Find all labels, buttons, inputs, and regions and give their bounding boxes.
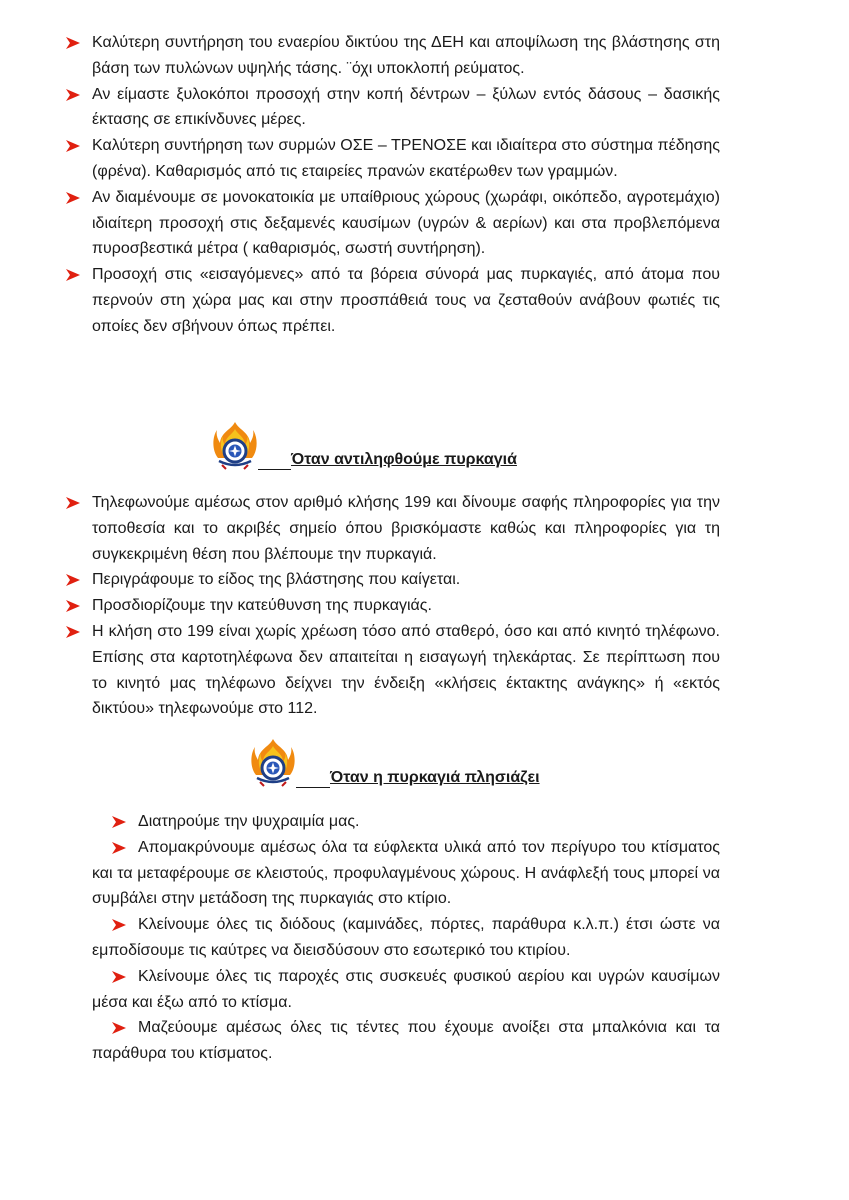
list-item: Προσδιορίζουμε την κατεύθυνση της πυρκαγιάς. [66,593,720,619]
list-item: Διατηρούμε την ψυχραιμία μας. [92,809,720,835]
arrow-bullet-icon [66,574,80,586]
arrow-bullet-icon [112,971,126,983]
list-item: Η κλήση στο 199 είναι χωρίς χρέωση τόσο από σταθερό, όσο και από κινητό τηλέφωνο. Επίσης στα καρτοτηλέφωνα δεν απαιτείται η εισαγωγή τηλεκάρτας. Σε περίπτωση που το κινητό μας τηλέφωνο δείχνει την ένδειξη «κλήσεις έκτακτης ανάγκης» ή «εκτός δικτύου» τηλεφωνούμε στο 112. [66,619,720,722]
arrow-bullet-icon [66,497,80,509]
arrow-bullet-icon [66,89,80,101]
arrow-bullet-icon [66,140,80,152]
list-item: Καλύτερη συντήρηση του εναερίου δικτύου της ΔΕΗ και αποψίλωση της βλάστησης στη βάση των πυλώνων υψηλής τάσης. ¨όχι υποκλοπή ρεύματος. [66,30,720,82]
section2-bullet-list [66,490,720,722]
section1-bullet-list [66,30,720,340]
list-item: Προσοχή στις «εισαγόμενες» από τα βόρεια σύνορά μας πυρκαγιές, από άτομα που περνούν στη χώρα μας και στην προσπάθειά τους να ζεσταθούν ανάβουν φωτιές τις οποίες δεν σβήνουν όπως πρέπει. [66,262,720,339]
arrow-bullet-icon [66,600,80,612]
arrow-bullet-icon [112,1022,126,1034]
arrow-bullet-icon [112,919,126,931]
arrow-bullet-icon [112,816,126,828]
section3-bullet-list [92,809,720,1067]
list-item: Κλείνουμε όλες τις παροχές στις συσκευές φυσικού αερίου και υγρών καυσίμων μέσα και έξω από το κτίσμα. [92,967,720,1011]
heading-underline-lead [258,469,291,470]
list-item: Περιγράφουμε το είδος της βλάστησης που καίγεται. [66,567,720,593]
arrow-bullet-icon [66,269,80,281]
list-item: Καλύτερη συντήρηση των συρμών ΟΣΕ – ΤΡΕΝΟΣΕ και ιδιαίτερα στο σύστημα πέδησης (φρένα). Καθαρισμός από τις εταιρείες πρανών εκατέρωθεν των γραμμών. [66,133,720,185]
list-item: Απομακρύνουμε αμέσως όλα τα εύφλεκτα υλικά από τον περίγυρο του κτίσματος και τα μεταφέρουμε σε κλειστούς, προφυλαγμένους χώρους. Η ανάφλεξή τους μπορεί να συμβάλει στην μετάδοση της πυρκαγιάς στο κτίριο. [92,838,720,908]
fire-service-emblem-icon [212,421,258,471]
list-item: Κλείνουμε όλες τις διόδους (καμινάδες, πόρτες, παράθυρα κ.λ.π.) έτσι ώστε να εμποδίσουμε τις καύτρες να διεισδύσουν στο εσωτερικό του κτιρίου. [92,916,720,959]
heading-underline-lead [296,787,330,788]
arrow-bullet-icon [112,842,126,854]
section-heading: Όταν η πυρκαγιά πλησιάζει [330,769,540,786]
arrow-bullet-icon [66,37,80,49]
arrow-bullet-icon [66,192,80,204]
fire-service-emblem-icon [250,738,296,788]
list-item: Αν είμαστε ξυλοκόποι προσοχή στην κοπή δέντρων – ξύλων εντός δάσους – δασικής έκτασης σε επικίνδυνες μέρες. [66,82,720,134]
list-item: Μαζεύουμε αμέσως όλες τις τέντες που έχουμε ανοίξει στα μπαλκόνια και τα παράθυρα του κτίσματος. [92,1019,720,1063]
list-item: Τηλεφωνούμε αμέσως στον αριθμό κλήσης 199 και δίνουμε σαφής πληροφορίες για την τοποθεσία και το ακριβές σημείο όπου βρισκόμαστε καθώς και πληροφορίες για τη συγκεκριμένη θέση που βλέπουμε την πυρκαγιά. [66,490,720,567]
section-heading: Όταν αντιληφθούμε πυρκαγιά [291,451,517,468]
arrow-bullet-icon [66,626,80,638]
list-item: Αν διαμένουμε σε μονοκατοικία με υπαίθριους χώρους (χωράφι, οικόπεδο, αγροτεμάχιο) ιδιαίτερη προσοχή στις δεξαμενές καυσίμων (υγρών & αερίων) και στα προβλεπόμενα πυροσβεστικά μέτρα ( καθαρισμός, σωστή συντήρηση). [66,185,720,262]
